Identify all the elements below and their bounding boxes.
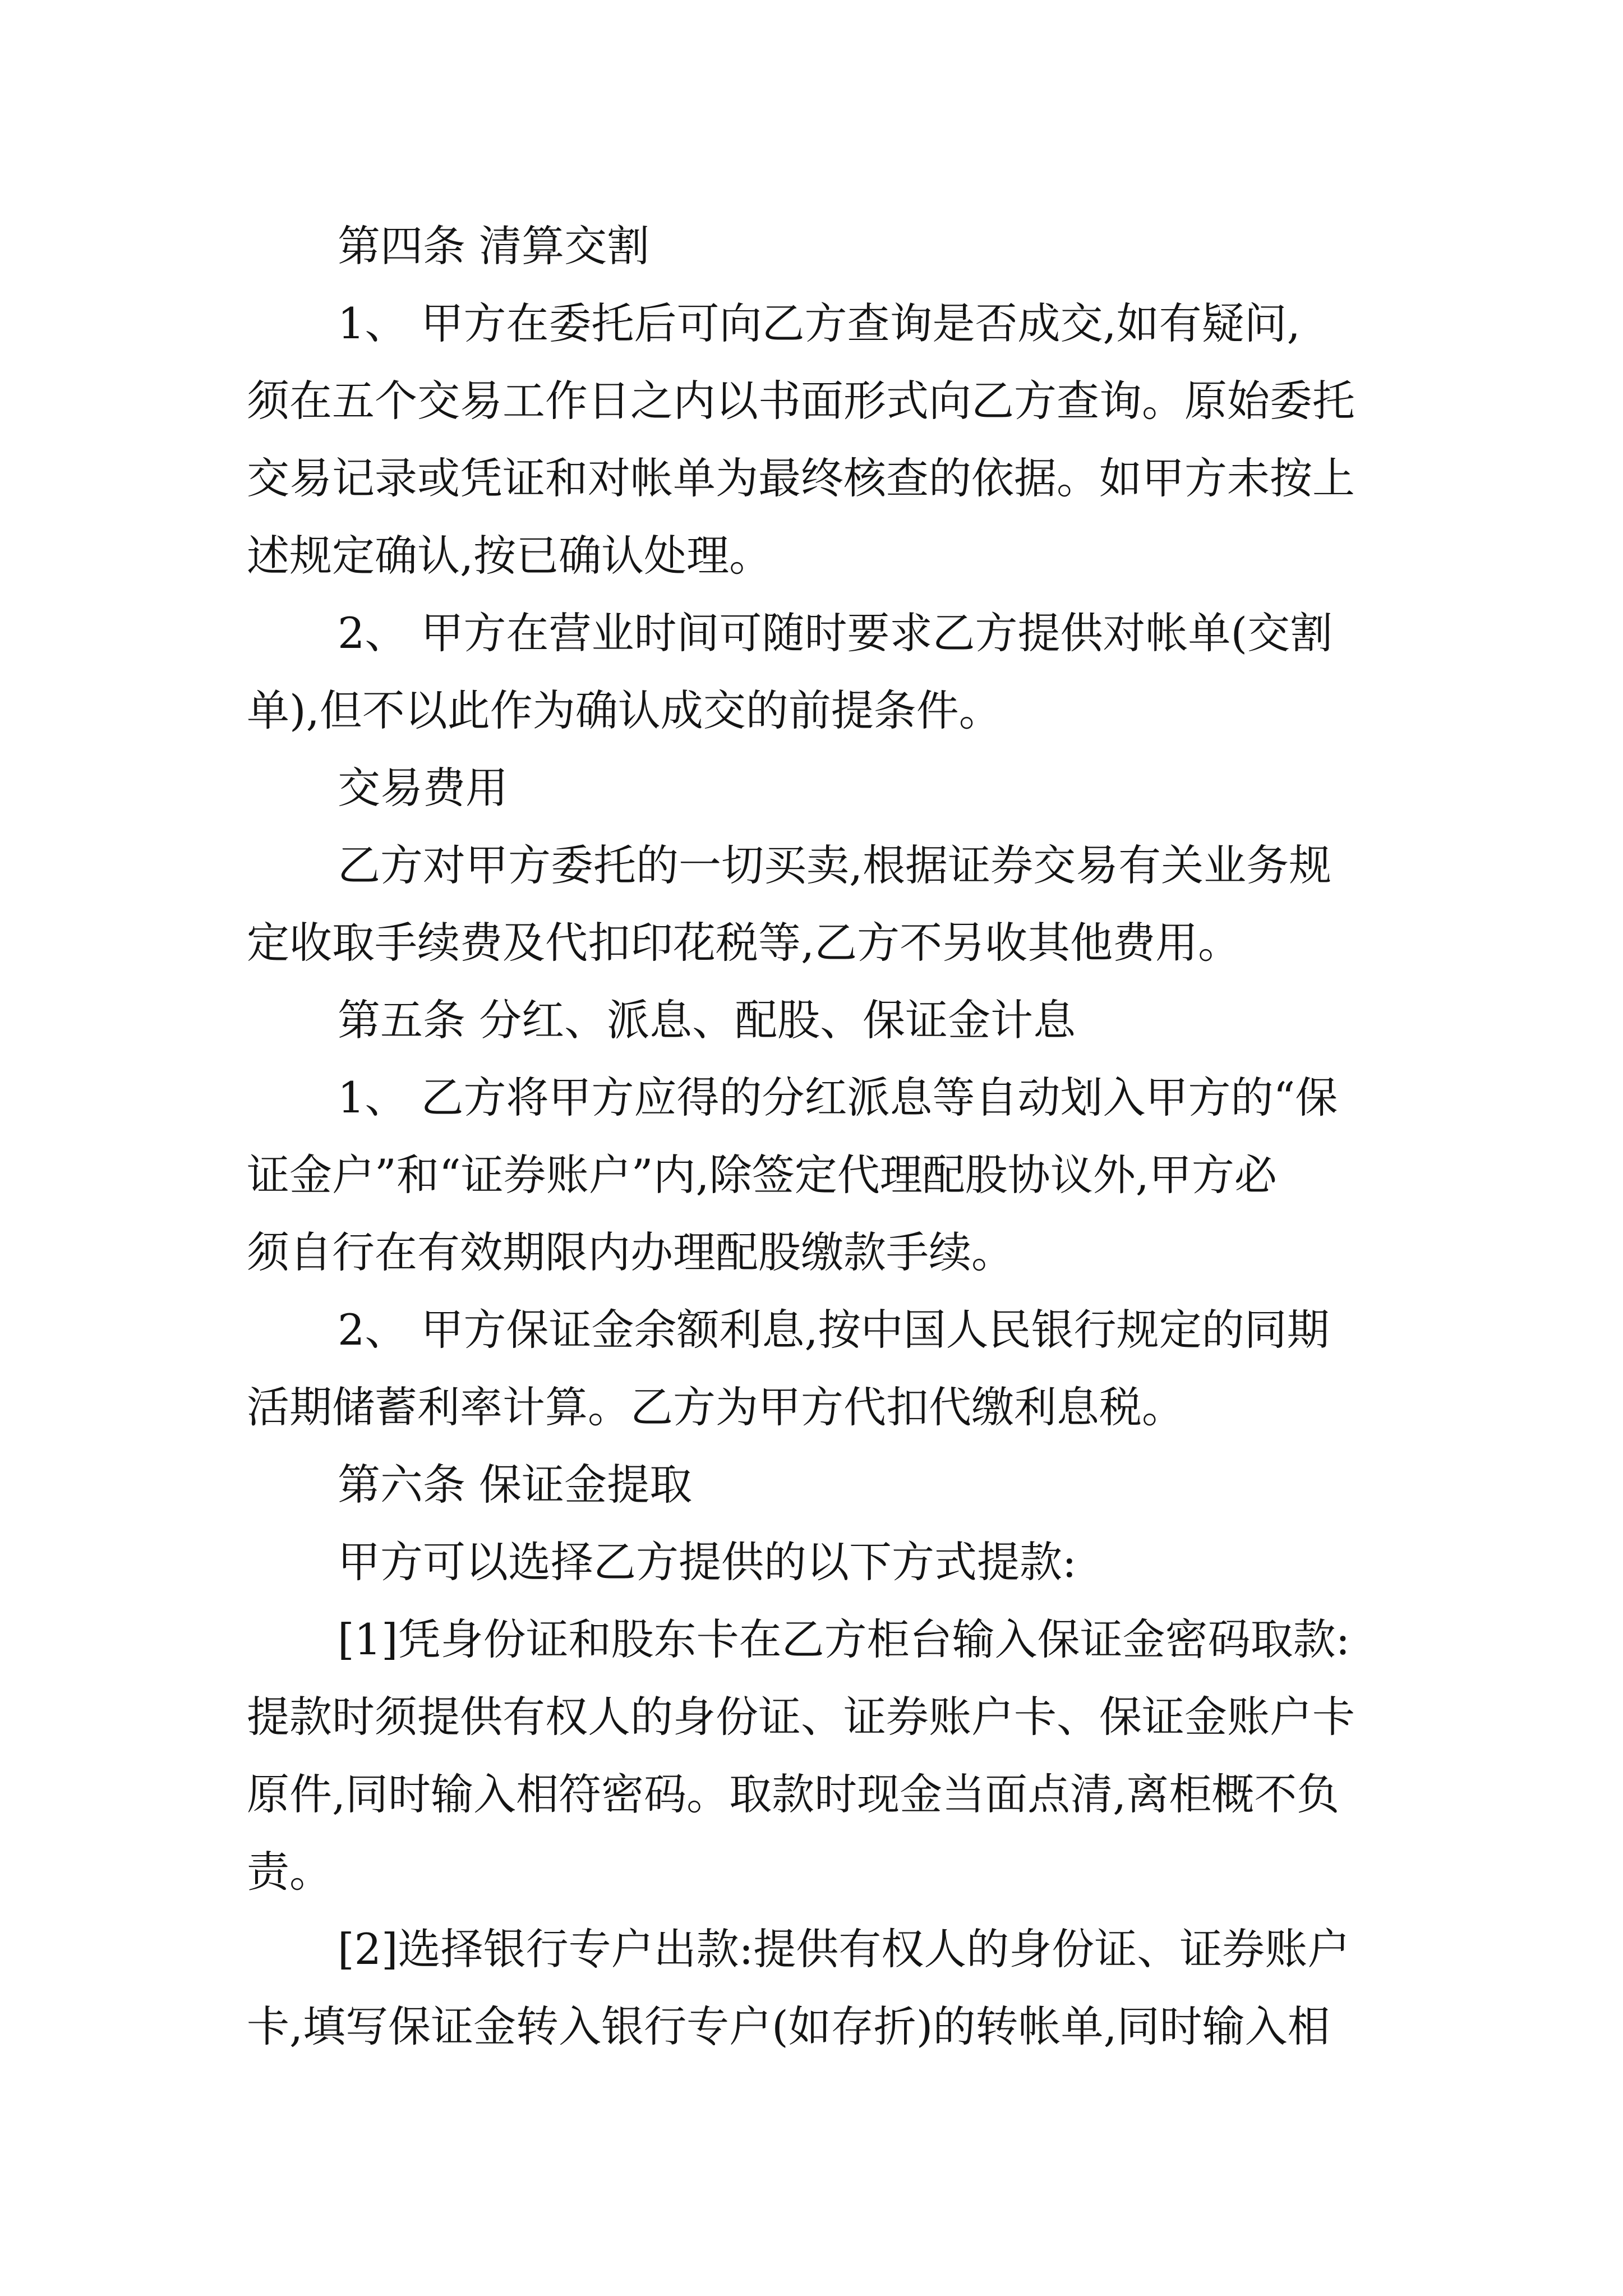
- paragraph-line: 1、 乙方将甲方应得的分红派息等自动划入甲方的“保: [338, 1073, 1338, 1122]
- heading-article-4: 第四条 清算交割: [338, 221, 650, 271]
- paragraph-line: 单),但不以此作为确认成交的前提条件。: [247, 685, 1002, 735]
- paragraph-line: 卡,填写保证金转入银行专户(如存折)的转帐单,同时输入相: [247, 2001, 1330, 2051]
- document-page: [247, 208, 1385, 2065]
- paragraph-line: 提款时须提供有权人的身份证、证券账户卡、保证金账户卡: [247, 1692, 1355, 1742]
- heading-trading-fees: 交易费用: [338, 763, 508, 813]
- paragraph-line: 活期储蓄利率计算。乙方为甲方代扣代缴利息税。: [247, 1382, 1184, 1432]
- paragraph-line: 甲方可以选择乙方提供的以下方式提款:: [338, 1537, 1077, 1587]
- paragraph-line: [1]凭身份证和股东卡在乙方柜台输入保证金密码取款:: [338, 1614, 1350, 1664]
- paragraph-line: 交易记录或凭证和对帐单为最终核查的依据。如甲方未按上: [247, 453, 1355, 503]
- paragraph-line: 2、 甲方保证金余额利息,按中国人民银行规定的同期: [338, 1305, 1330, 1355]
- paragraph-line: 定收取手续费及代扣印花税等,乙方不另收其他费用。: [247, 918, 1241, 968]
- paragraph-line: 乙方对甲方委托的一切买卖,根据证券交易有关业务规: [338, 840, 1332, 890]
- paragraph-line: 须自行在有效期限内办理配股缴款手续。: [247, 1227, 1014, 1277]
- paragraph-line: [2]选择银行专户出款:提供有权人的身份证、证券账户: [338, 1924, 1350, 1974]
- paragraph-line: 原件,同时输入相符密码。取款时现金当面点清,离柜概不负: [247, 1769, 1340, 1819]
- paragraph-line: 责。: [247, 1847, 332, 1897]
- paragraph-line: 2、 甲方在营业时间可随时要求乙方提供对帐单(交割: [338, 608, 1333, 658]
- heading-article-6: 第六条 保证金提取: [338, 1460, 693, 1510]
- paragraph-line: 1、 甲方在委托后可向乙方查询是否成交,如有疑问,: [338, 298, 1301, 348]
- paragraph-line: 证金户”和“证券账户”内,除签定代理配股协议外,甲方必: [247, 1150, 1277, 1200]
- paragraph-line: 述规定确认,按已确认处理。: [247, 531, 772, 581]
- paragraph-line: 须在五个交易工作日之内以书面形式向乙方查询。原始委托: [247, 376, 1355, 426]
- heading-article-5: 第五条 分红、派息、配股、保证金计息: [338, 995, 1076, 1045]
